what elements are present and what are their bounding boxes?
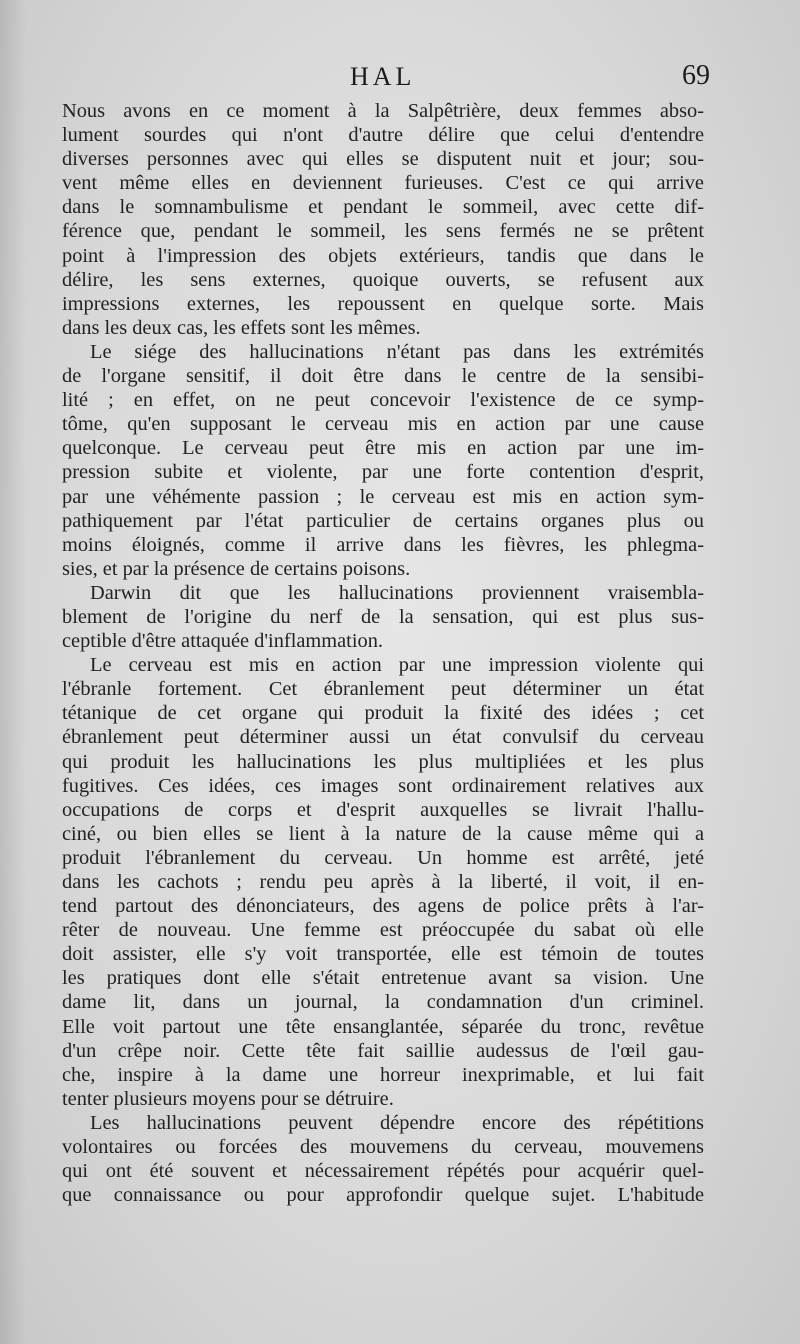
text-line: sies, et par la présence de certains poisons. (62, 557, 411, 580)
text-line: d'un crêpe noir. Cette tête fait saillie audessus de l'œil gau- (62, 1039, 704, 1062)
text-line: fugitives. Ces idées, ces images sont ordinairement relatives aux (62, 774, 704, 797)
text-line: quelconque. Le cerveau peut être mis en action par une im- (62, 437, 704, 460)
text-line: volontaires ou forcées des mouvemens du cerveau, mouvemens (62, 1136, 704, 1159)
text-line: tend partout des dénonciateurs, des agens de police prêts à l'ar- (62, 895, 704, 918)
text-line: les pratiques dont elle s'était entretenue avant sa vision. Une (62, 967, 704, 990)
text-line: dans les cachots ; rendu peu après à la liberté, il voit, il en- (62, 871, 704, 893)
text-line: qui ont été souvent et nécessairement répétés pour acquérir quel- (62, 1160, 704, 1183)
text-line: doit assister, elle s'y voit transportée, elle est témoin de toutes (62, 943, 704, 966)
text-line: qui produit les hallucinations les plus multipliées et les plus (62, 750, 704, 773)
running-head (60, 60, 710, 100)
text-line: point à l'impression des objets extérieurs, tandis que dans le (62, 244, 704, 267)
text-line: tenter plusieurs moyens pour se détruire. (62, 1087, 394, 1110)
text-line: tôme, qu'en supposant le cerveau mis en action par une cause (62, 413, 704, 436)
text-line: impressions externes, les repoussent en quelque sorte. Mais (62, 292, 704, 315)
text-line: ciné, ou bien elles se lient à la nature de la cause même qui a (62, 822, 704, 845)
text-line: Les hallucinations peuvent dépendre encore des répétitions (90, 1111, 704, 1134)
text-line: l'ébranle fortement. Cet ébranlement peut déterminer un état (62, 678, 704, 701)
text-line: Le cerveau est mis en action par une impression violente qui (90, 654, 704, 677)
text-line: ceptible d'être attaquée d'inflammation. (62, 630, 384, 653)
text-line: dame lit, dans un journal, la condamnation d'un criminel. (62, 991, 704, 1014)
text-line: dans le somnambulisme et pendant le sommeil, avec cette dif- (62, 196, 704, 219)
text-line: che, inspire à la dame une horreur inexprimable, et lui fait (62, 1063, 704, 1086)
text-line: rêter de nouveau. Une femme est préoccupée du sabat où elle (62, 919, 704, 942)
text-line: vent même elles en deviennent furieuses. C'est ce qui arrive (62, 172, 704, 195)
text-line: Le siége des hallucinations n'étant pas dans les extrémités (90, 340, 704, 363)
text-line: Nous avons en ce moment à la Salpêtrière, deux femmes abso- (62, 100, 704, 122)
text-line: dans les deux cas, les effets sont les mêmes. (62, 316, 421, 339)
text-line: lument sourdes qui n'ont d'autre délire que celui d'entendre (62, 124, 704, 147)
text-line: moins éloignés, comme il arrive dans les fièvres, les phlegma- (62, 533, 704, 556)
binding-shadow (0, 0, 26, 1344)
body-text (62, 99, 704, 1207)
text-line: pression subite et violente, par une forte contention d'esprit, (62, 461, 704, 484)
text-line: pathiquement par l'état particulier de certains organes plus ou (62, 509, 704, 532)
text-line: blement de l'origine du nerf de la sensation, qui est plus sus- (62, 605, 704, 628)
text-line: tétanique de cet organe qui produit la fixité des idées ; cet (62, 702, 704, 725)
text-line: par une véhémente passion ; le cerveau est mis en action sym- (62, 485, 704, 508)
page-number: 69 (682, 60, 710, 91)
text-line: ébranlement peut déterminer aussi un état convulsif du cerveau (62, 726, 704, 749)
text-line: Darwin dit que les hallucinations proviennent vraisembla- (90, 581, 704, 604)
running-head-title: HAL (350, 62, 416, 91)
text-line: Elle voit partout une tête ensanglantée, séparée du tronc, revêtue (62, 1015, 704, 1038)
text-line: délire, les sens externes, quoique ouverts, se refusent aux (62, 268, 704, 291)
text-line: lité ; en effet, on ne peut concevoir l'existence de ce symp- (62, 389, 704, 412)
text-line: occupations de corps et d'esprit auxquelles se livrait l'hallu- (62, 798, 704, 821)
text-line: que connaissance ou pour approfondir quelque sujet. L'habitude (62, 1184, 704, 1207)
text-line: diverses personnes avec qui elles se disputent nuit et jour; sou- (62, 148, 704, 171)
text-line: produit l'ébranlement du cerveau. Un homme est arrêté, jeté (62, 846, 704, 869)
text-line: de l'organe sensitif, il doit être dans le centre de la sensibi- (62, 365, 704, 388)
text-line: férence que, pendant le sommeil, les sens fermés ne se prêtent (62, 220, 704, 243)
